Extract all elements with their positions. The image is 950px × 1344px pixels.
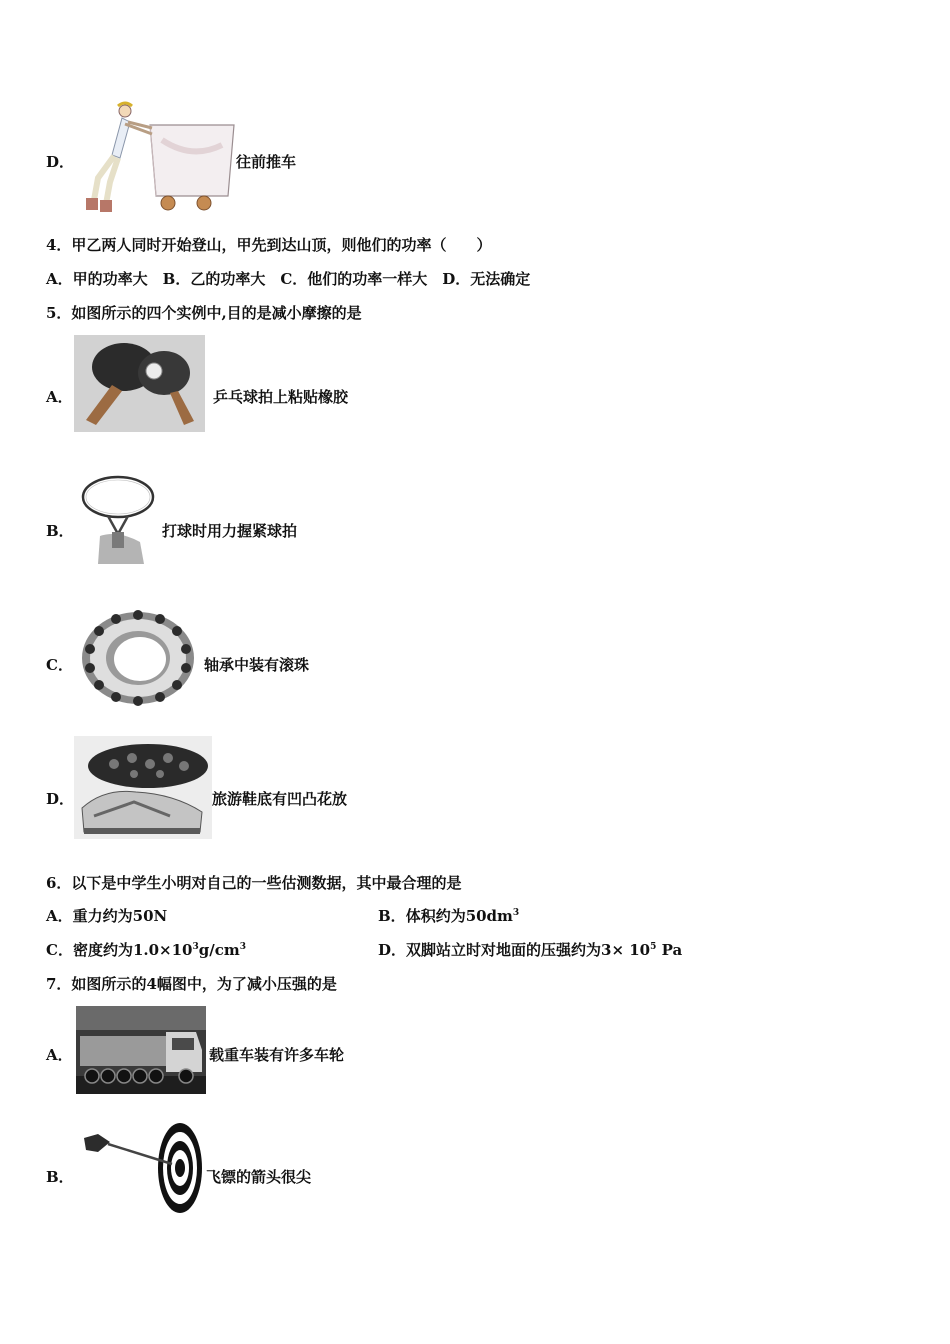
q5-option-c-text: 轴承中装有滚珠	[204, 656, 310, 674]
q4-options: A．甲的功率大 B．乙的功率大 C．他们的功率一样大 D．无法确定	[46, 270, 531, 288]
q6-option-b-text: 体积约为50dm	[405, 907, 513, 925]
q5-option-a-text: 乒乓球拍上粘贴橡胶	[213, 388, 349, 406]
q5-option-b-text: 打球时用力握紧球拍	[162, 522, 298, 540]
q3-option-d-text: 往前推车	[236, 153, 297, 171]
tennis-racket-icon	[78, 472, 158, 567]
q7-option-b-letter: B．	[46, 1168, 74, 1186]
q6-option-d	[378, 941, 682, 959]
q5-option-c-letter: C．	[46, 656, 73, 674]
dart-target-icon	[80, 1120, 206, 1216]
q5-option-d-letter: D．	[46, 790, 75, 808]
q6-option-a-letter: A．	[46, 907, 73, 925]
q6-option-c	[46, 941, 246, 959]
q6-option-a-text: 重力约为50N	[72, 907, 168, 925]
q5-option-b-letter: B．	[46, 522, 74, 540]
q7-option-b-text: 飞镖的箭头很尖	[206, 1168, 312, 1186]
q7-stem: 7．如图所示的4幅图中，为了减小压强的是	[46, 975, 337, 993]
q5-option-d-text: 旅游鞋底有凹凸花放	[212, 790, 348, 808]
q6-option-b-sup: 3	[512, 908, 520, 918]
q6-option-d-letter: D．	[378, 941, 407, 959]
ball-bearing-icon	[76, 604, 200, 708]
q5-option-a-letter: A．	[46, 388, 73, 406]
q3-option-d-letter: D．	[46, 153, 75, 171]
q6-option-d-post: Pa	[656, 941, 683, 959]
q7-option-a-text: 载重车装有许多车轮	[209, 1046, 345, 1064]
q6-option-c-sup2: 3	[239, 942, 247, 952]
person-pushing-cart-image	[72, 100, 238, 215]
heavy-truck-icon	[76, 1006, 206, 1094]
q6-option-c-pre: 密度约为1.0×10	[72, 941, 193, 959]
q5-stem: 5．如图所示的四个实例中,目的是减小摩擦的是	[46, 304, 362, 322]
q6-option-d-pre: 双脚站立时对地面的压强约为3× 10	[406, 941, 651, 959]
q7-option-a-letter: A．	[46, 1046, 73, 1064]
q6-option-d-sup: 5	[650, 942, 657, 952]
q4-stem: 4．甲乙两人同时开始登山，甲先到达山顶，则他们的功率（ ）	[46, 236, 492, 254]
q6-option-b	[378, 907, 519, 925]
q6-option-c-mid: g/cm	[198, 941, 240, 959]
q6-stem: 6．以下是中学生小明对自己的一些估测数据，其中最合理的是	[46, 874, 462, 892]
ping-pong-paddle-icon	[74, 335, 205, 432]
sneaker-icon	[74, 736, 212, 839]
q6-option-b-letter: B．	[378, 907, 406, 925]
q6-option-a	[46, 907, 167, 925]
q6-option-c-letter: C．	[46, 941, 73, 959]
q6-option-c-sup1: 3	[192, 942, 199, 952]
